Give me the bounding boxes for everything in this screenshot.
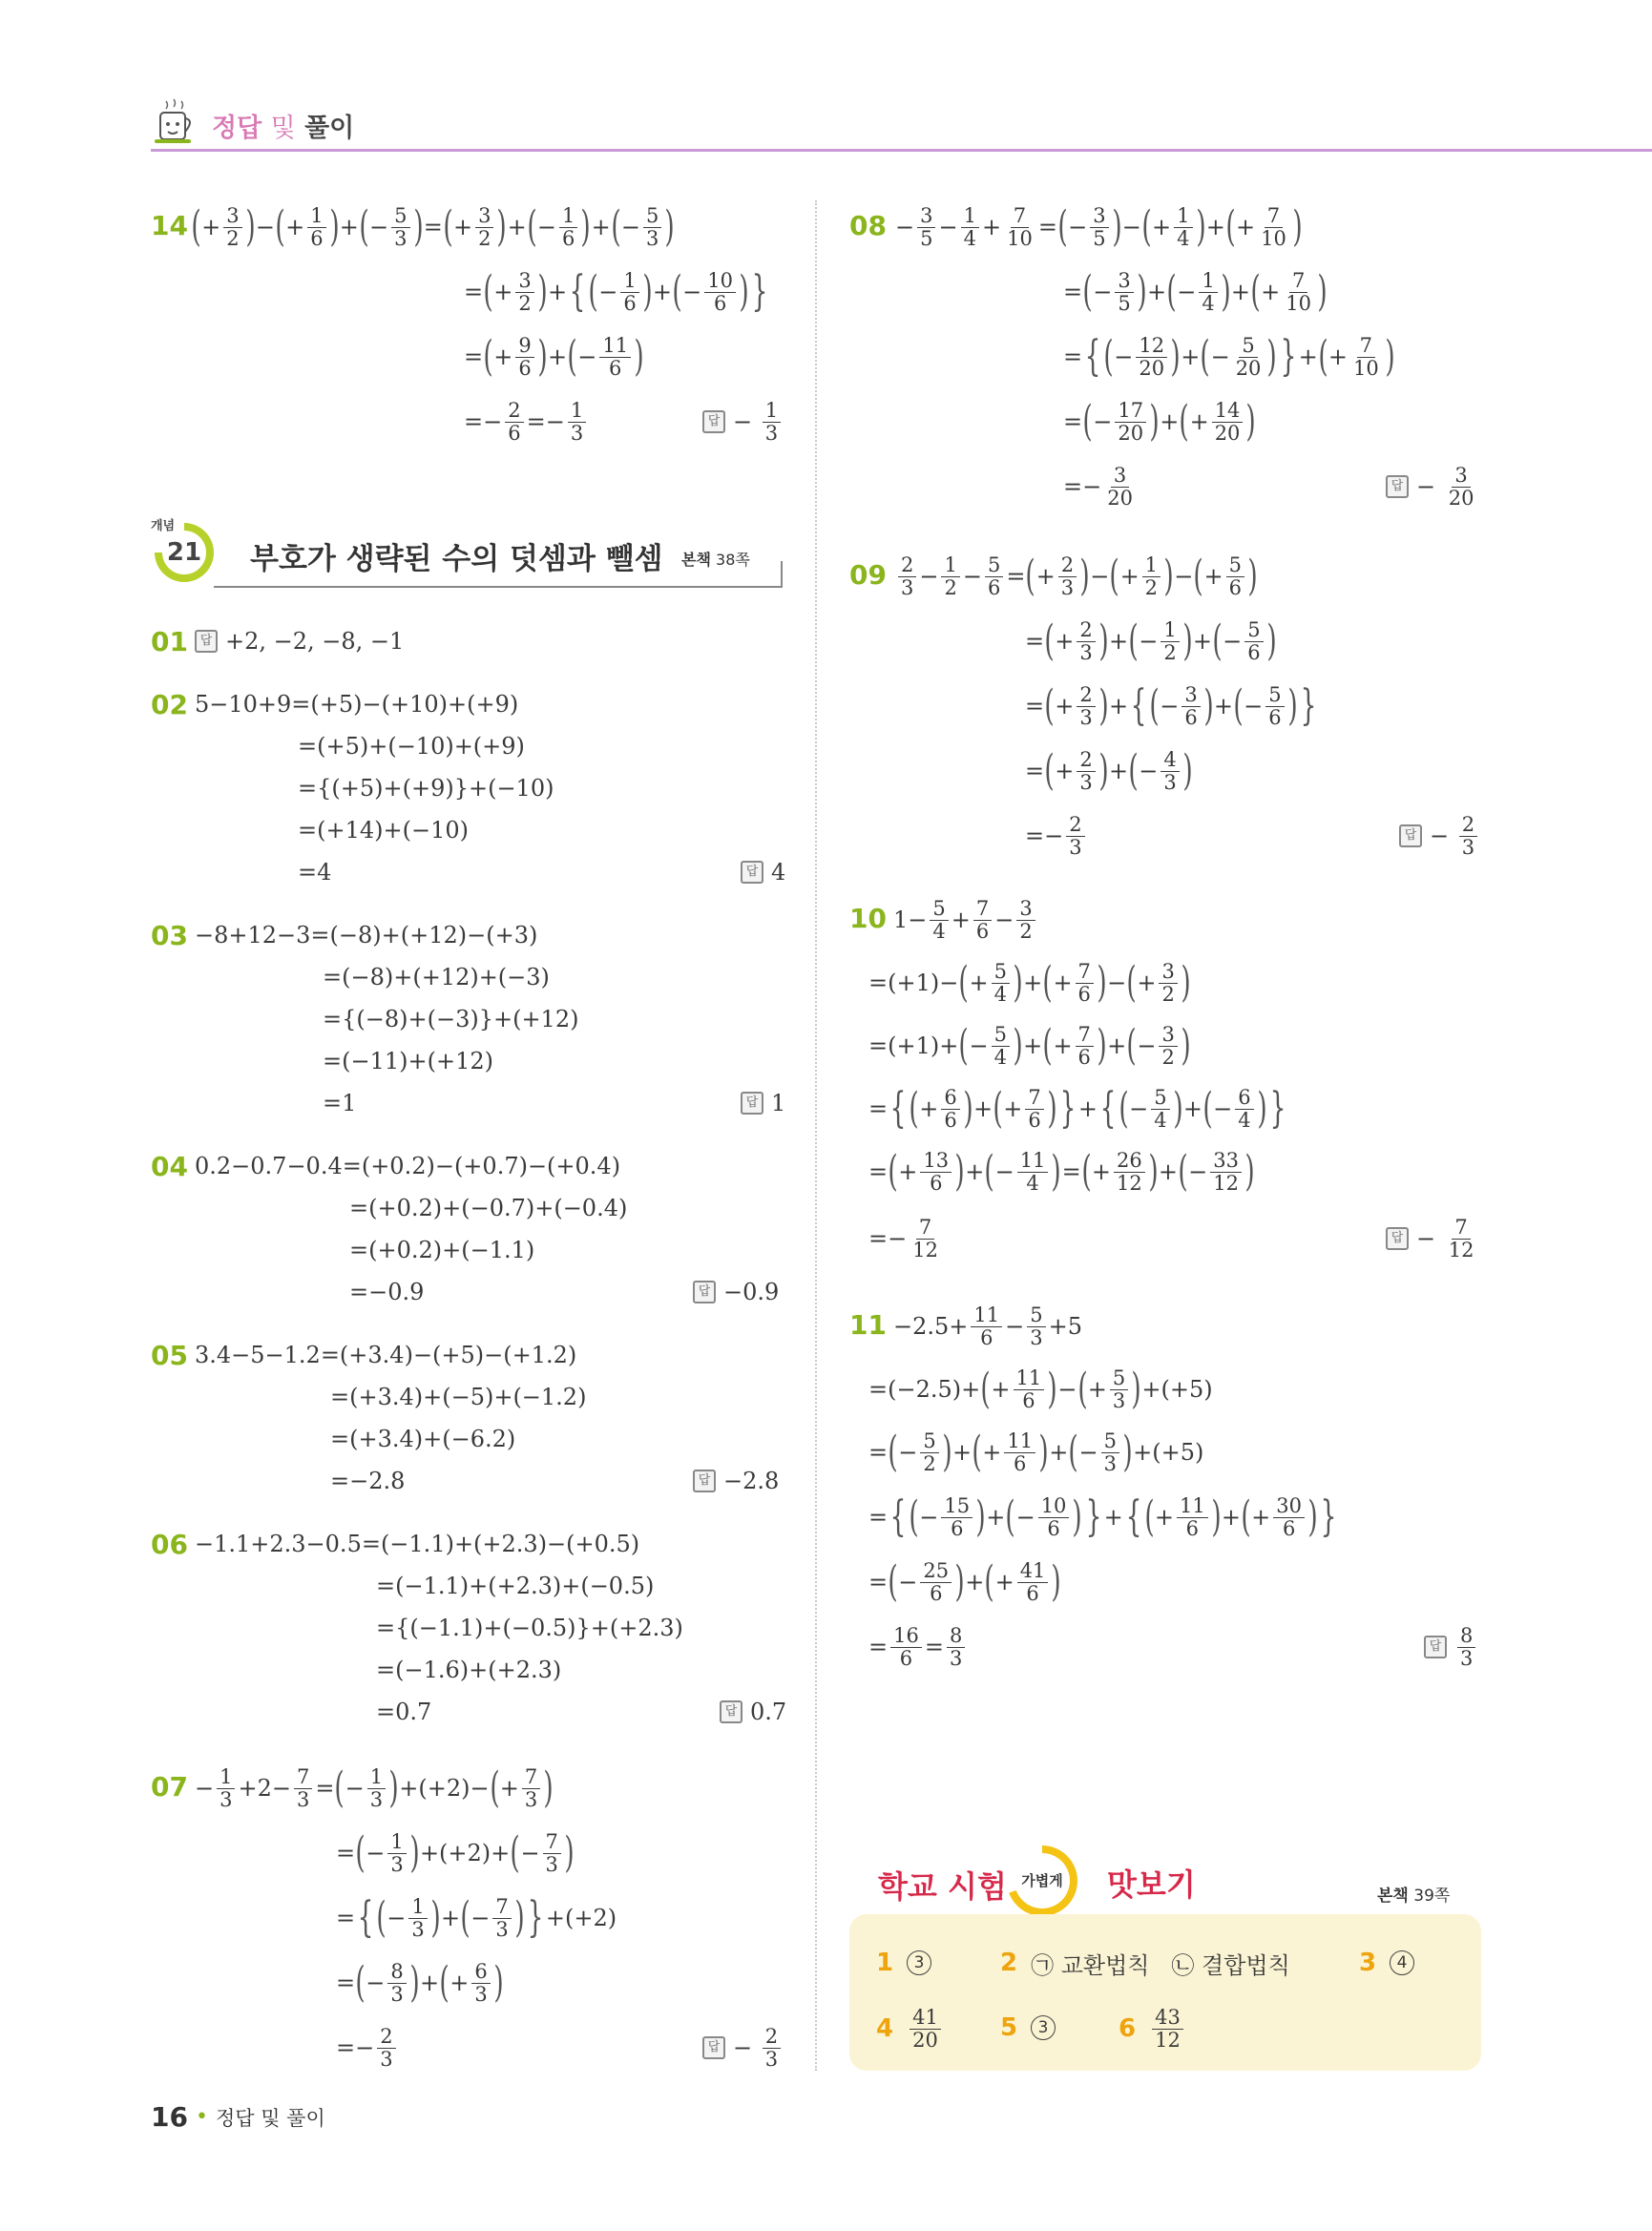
- concept-title: 부호가 생략된 수의 덧셈과 뺄셈: [250, 542, 663, 576]
- equation-line: 0.2−0.7−0.4=(+0.2)−(+0.7)−(+0.4): [195, 1153, 621, 1179]
- equation-line: 5−10+9=(+5)−(+10)+(+9): [195, 691, 519, 718]
- equation-line: =(−1.6)+(+2.3): [376, 1657, 562, 1683]
- answer-icon: 답: [741, 861, 763, 884]
- quiz-badge: 가볍게: [1007, 1845, 1077, 1916]
- equation-line: −2.5+ 11 6 − 5 3 +5: [893, 1303, 1082, 1349]
- problem-number: 10: [849, 903, 887, 934]
- footer-label: 정답 및 풀이: [215, 2106, 325, 2130]
- equation-line: = ( + 2 3 ) + { ( − 3 6 ) + ( − 5 6 ) }: [1025, 681, 1317, 730]
- equation-line: =− 2 6 =− 1 3: [464, 395, 589, 448]
- answer-icon: 답: [702, 410, 725, 433]
- equation-line: 1− 5 4 + 7 6 − 3 2: [893, 893, 1038, 947]
- equation-line: =− 3 20: [1063, 464, 1133, 510]
- equation-line: ( + 3 2 ) − ( + 1 6 ) + ( − 5 3 ) = ( + 3 2 ) + ( − 1 6 ) + ( − 5 3 ): [191, 202, 676, 251]
- equation-line: = { ( + 6 6 ) + ( + 7 6 ) } + { ( − 5 4 ) + ( − 6 4 ) }: [868, 1084, 1286, 1133]
- quiz-heading: 학교 시험 가볍게 맛보기 본책 39쪽: [878, 1842, 1489, 1918]
- concept-number-badge: 21: [155, 523, 214, 582]
- equation-line: =−0.9: [349, 1279, 425, 1305]
- answer-icon: 답: [741, 1092, 763, 1115]
- answer-icon: 답: [1424, 1636, 1447, 1658]
- equation-line: =(+0.2)+(−0.7)+(−0.4): [349, 1195, 628, 1221]
- equation-line: −8+12−3=(−8)+(+12)−(+3): [195, 922, 538, 949]
- equation-line: =1: [323, 1090, 357, 1116]
- answer: 답 − $\frac{7}{12}$: [1386, 1212, 1479, 1265]
- equation-line: =0.7: [376, 1699, 432, 1725]
- concept-heading: 21 개념 부호가 생략된 수의 덧셈과 뺄셈 본책 38쪽: [151, 513, 783, 595]
- answer: 답 − $\frac{2}{3}$: [1399, 809, 1480, 863]
- equation-line: =(+1)− ( + 5 4 ) + ( + 7 6 ) − ( + 3 2 ): [868, 958, 1191, 1007]
- answer: 답 − $\frac{2}{3}$: [702, 2021, 784, 2075]
- equation-line: ={(−1.1)+(−0.5)}+(+2.3): [376, 1615, 683, 1641]
- answer: 답 − $\frac{1}{3}$: [702, 395, 784, 448]
- problem-number: 14: [151, 210, 188, 241]
- equation-line: =− 2 3: [336, 2021, 399, 2075]
- quiz-item: 1 3: [876, 1939, 937, 1987]
- textbook-reference: 본책 38쪽: [681, 551, 750, 569]
- equation-line: =(+3.4)+(−6.2): [330, 1426, 516, 1452]
- equation-line: − 3 5 − 1 4 + 7 10 = ( − 3 5 ) − ( + 1 4 ) + ( + 7 10 ): [895, 202, 1303, 251]
- equation-line: = ( − 5 2 ) + ( + 11 6 ) + ( − 5 3 ) +(+5): [868, 1428, 1204, 1476]
- equation-line: = ( + 9 6 ) + ( − 11 6 ): [464, 332, 644, 381]
- equation-line: = ( − 25 6 ) + ( + 41 6 ): [868, 1557, 1062, 1606]
- answer: 답 +2, −2, −8, −1: [195, 620, 404, 662]
- answer: 답 0.7: [720, 1691, 786, 1733]
- equation-line: =(+0.2)+(−1.1): [349, 1237, 535, 1263]
- equation-line: 2 3 − 1 2 − 5 6 = ( + 2 3 ) − ( + 1 2 ) − ( + 5 6 ): [895, 550, 1258, 603]
- equation-line: =− 2 3: [1025, 809, 1088, 863]
- equation-line: −1.1+2.3−0.5=(−1.1)+(+2.3)−(+0.5): [195, 1531, 640, 1557]
- page-footer: 16 • 정답 및 풀이: [151, 2101, 325, 2133]
- header-rule: [151, 149, 1652, 152]
- equation-line: = ( + 13 6 ) + ( − 11 4 ) = ( + 26 12 ) + ( − 33 12 ): [868, 1147, 1255, 1196]
- problem-number: 04: [151, 1151, 188, 1182]
- answer: 답 −2.8: [693, 1460, 779, 1502]
- equation-line: =4: [298, 859, 332, 886]
- equation-line: =− 7 12: [868, 1216, 938, 1261]
- problem-number: 09: [849, 559, 887, 591]
- equation-line: = ( + 2 3 ) + ( − 4 3 ): [1025, 746, 1193, 795]
- answer-icon: 답: [693, 1470, 716, 1492]
- equation-line: =(−1.1)+(+2.3)+(−0.5): [376, 1573, 655, 1599]
- equation-line: ={(+5)+(+9)}+(−10): [298, 775, 554, 802]
- quiz-item: 5 3: [1000, 2004, 1061, 2052]
- equation-line: = ( − 17 20 ) + ( + 14 20 ): [1063, 397, 1257, 446]
- page-number: 16: [151, 2101, 188, 2133]
- equation-line: = { ( − 12 20 ) + ( − 5 20 ) } + ( + 7 10 ): [1063, 332, 1395, 381]
- equation-line: =(+1)+ ( − 5 4 ) + ( + 7 6 ) + ( − 3 2 ): [868, 1021, 1191, 1070]
- answer: 답 8 3: [1424, 1620, 1478, 1674]
- mug-icon: [151, 97, 204, 151]
- equation-line: = 16 6 = 8 3: [868, 1620, 968, 1674]
- problem-number: 08: [849, 210, 887, 241]
- equation-line: =(+3.4)+(−5)+(−1.2): [330, 1384, 587, 1410]
- problem-number: 02: [151, 689, 188, 720]
- problem-number: 07: [151, 1771, 188, 1803]
- quiz-item: 4 41 20: [876, 2000, 944, 2057]
- equation-line: ={(−8)+(−3)}+(+12): [323, 1006, 579, 1032]
- equation-line: − 1 3 +2− 7 3 = ( − 1 3 ) +(+2)− ( + 7 3 ): [195, 1763, 554, 1812]
- answer: 답 1: [741, 1082, 785, 1124]
- header-title: 정답 및 풀이: [212, 114, 355, 143]
- equation-line: =(+14)+(−10): [298, 817, 469, 844]
- answer-icon: 답: [1386, 1227, 1409, 1250]
- answer: 답 − $\frac{3}{20}$: [1386, 460, 1479, 513]
- answer-icon: 답: [702, 2036, 725, 2059]
- equation-line: =(+5)+(−10)+(+9): [298, 733, 525, 760]
- answer-icon: 답: [1399, 824, 1422, 847]
- problem-number: 01: [151, 626, 188, 657]
- column-divider: [815, 200, 817, 2071]
- answer-icon: 답: [720, 1700, 742, 1723]
- equation-line: = ( + 2 3 ) + ( − 1 2 ) + ( − 5 6 ): [1025, 616, 1277, 665]
- equation-line: =(−2.5)+ ( + 11 6 ) − ( + 5 3 ) +(+5): [868, 1365, 1213, 1413]
- equation-line: = ( − 3 5 ) + ( − 1 4 ) + ( + 7 10 ): [1063, 267, 1328, 316]
- equation-line: =(−11)+(+12): [323, 1048, 493, 1074]
- problem-number: 05: [151, 1340, 188, 1371]
- quiz-item: 6 43 12: [1119, 2000, 1186, 2057]
- equation-line: 3.4−5−1.2=(+3.4)−(+5)−(+1.2): [195, 1342, 577, 1368]
- answer: 답 −0.9: [693, 1271, 779, 1313]
- equation-line: = { ( − 15 6 ) + ( − 10 6 ) } + { ( + 11 6 ) + ( + 30 6 ) }: [868, 1492, 1337, 1541]
- equation-line: = ( − 1 3 ) +(+2)+ ( − 7 3 ): [336, 1828, 575, 1877]
- problem-number: 06: [151, 1529, 188, 1560]
- equation-line: = ( − 8 3 ) + ( + 6 3 ): [336, 1958, 504, 2007]
- answer-icon: 답: [693, 1281, 716, 1303]
- answer: 답 4: [741, 851, 785, 893]
- equation-line: =−2.8: [330, 1468, 406, 1494]
- answer-icon: 답: [1386, 475, 1409, 498]
- problem-number: 11: [849, 1309, 887, 1341]
- quiz-answer-box: [849, 1914, 1481, 2071]
- problem-number: 03: [151, 920, 188, 951]
- answer-icon: 답: [195, 630, 218, 653]
- quiz-item: 2 ㉠ 교환법칙 ㉡ 결합법칙: [1000, 1949, 1290, 1979]
- equation-line: = { ( − 1 3 ) + ( − 7 3 ) } +(+2): [336, 1893, 617, 1942]
- equation-line: =(−8)+(+12)+(−3): [323, 964, 550, 990]
- textbook-reference: 본책 39쪽: [1377, 1887, 1451, 1906]
- equation-line: = ( + 3 2 ) + { ( − 1 6 ) + ( − 10 6 ) }: [464, 267, 768, 316]
- quiz-item: 3 4: [1359, 1939, 1420, 1987]
